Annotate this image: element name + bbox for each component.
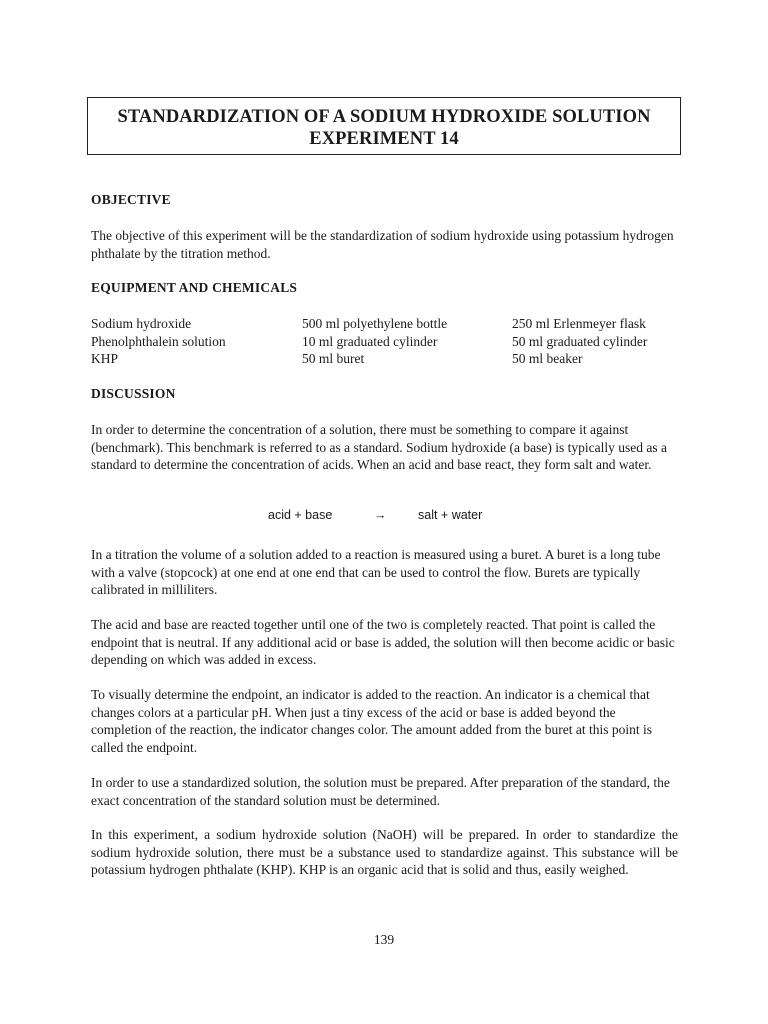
equipment-item: 50 ml graduated cylinder	[512, 334, 648, 349]
discussion-paragraph: In a titration the volume of a solution added to a reaction is measured using a buret. A buret is a long tube with a valve (stopcock) at one end at one end that can be used to control the flow. Burets are typically calibrated in milliliters.	[91, 547, 661, 598]
discussion-paragraph: In order to determine the concentration of a solution, there must be something to compare it against (benchmark). This benchmark is referred to as a standard. Sodium hydroxide (a base) is typically used as a standard to determine the concentration of acids. When an acid and base react, they form salt and water.	[91, 422, 667, 473]
discussion-paragraph: In order to use a standardized solution, the solution must be prepared. After preparation of the standard, the exact concentration of the standard solution must be determined.	[91, 775, 670, 808]
equipment-item: KHP	[91, 351, 119, 366]
equipment-row	[91, 333, 681, 351]
equation-reactants: acid + base	[268, 508, 333, 522]
discussion-heading: DISCUSSION	[91, 386, 176, 401]
equipment-item: 500 ml polyethylene bottle	[302, 316, 448, 331]
equipment-item: Phenolphthalein solution	[91, 334, 226, 349]
discussion-paragraph: In this experiment, a sodium hydroxide solution (NaOH) will be prepared. In order to standardize the sodium hydroxide solution, there must be a substance used to standardize against. This substance will be potassium hydrogen phthalate (KHP). KHP is an organic acid that is solid and thus, easily weighed.	[91, 827, 678, 878]
document-title: STANDARDIZATION OF A SODIUM HYDROXIDE SOLUTION	[117, 107, 651, 127]
equation-products: salt + water	[418, 508, 483, 522]
page-number: 139	[373, 932, 395, 947]
equipment-row	[91, 315, 681, 333]
equipment-item: 250 ml Erlenmeyer flask	[512, 316, 646, 331]
discussion-paragraph: The acid and base are reacted together until one of the two is completely reacted. That point is called the endpoint that is neutral. If any additional acid or base is added, the solution will then become acidic or basic depending on which was added in excess.	[91, 617, 675, 668]
arrow-icon: →	[374, 508, 387, 522]
equipment-item: Sodium hydroxide	[91, 316, 192, 331]
experiment-number: EXPERIMENT 14	[309, 129, 459, 149]
reaction-equation	[0, 508, 768, 528]
objective-text: The objective of this experiment will be the standardization of sodium hydroxide using potassium hydrogen phthalate by the titration method.	[91, 228, 674, 261]
title-box	[87, 97, 681, 155]
objective-heading: OBJECTIVE	[91, 192, 171, 207]
equipment-row	[91, 350, 681, 368]
equipment-heading: EQUIPMENT AND CHEMICALS	[91, 280, 298, 295]
equipment-item: 50 ml beaker	[512, 351, 583, 366]
equipment-item: 50 ml buret	[302, 351, 365, 366]
discussion-paragraph: To visually determine the endpoint, an indicator is added to the reaction. An indicator is a chemical that changes colors at a particular pH. When just a tiny excess of the acid or base is added beyond the completion of the reaction, the indicator changes color. The amount added from the buret at this point is called the endpoint.	[91, 687, 652, 755]
equipment-item: 10 ml graduated cylinder	[302, 334, 438, 349]
